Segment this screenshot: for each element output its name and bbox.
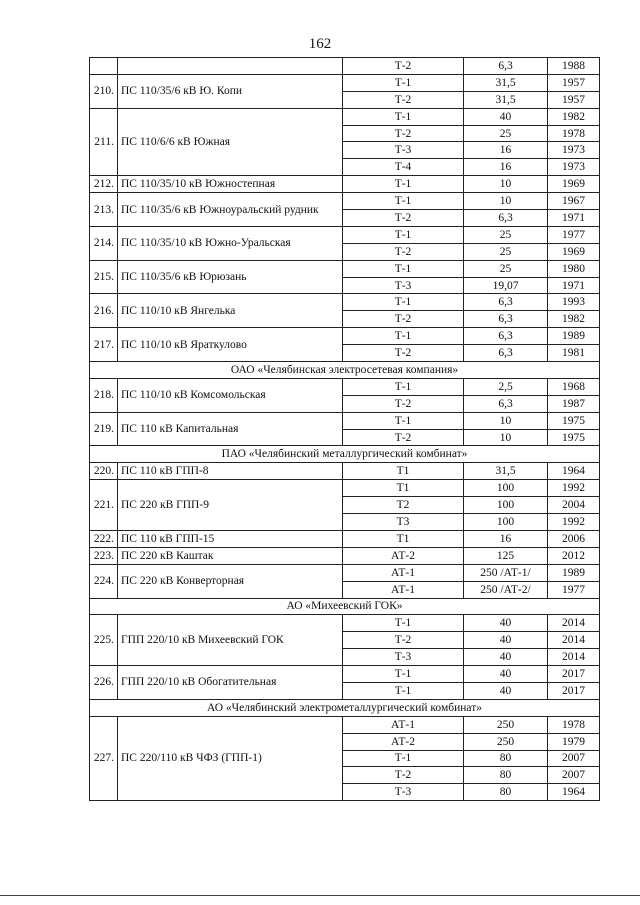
year-cell: 1989: [548, 564, 600, 581]
year-cell: 1969: [548, 176, 600, 193]
transformer-cell: Т-2: [343, 767, 464, 784]
transformer-cell: Т-1: [343, 193, 464, 210]
transformer-cell: Т-1: [343, 260, 464, 277]
year-cell: 1975: [548, 429, 600, 446]
transformer-cell: Т-2: [343, 243, 464, 260]
capacity-cell: 80: [464, 767, 548, 784]
year-cell: 1971: [548, 277, 600, 294]
substation-name: ПС 110/10 кВ Янгелька: [118, 294, 343, 328]
table-row: [90, 716, 600, 733]
year-cell: 2014: [548, 649, 600, 666]
capacity-cell: 2,5: [464, 378, 548, 395]
transformer-cell: Т-1: [343, 412, 464, 429]
transformer-cell: Т-1: [343, 378, 464, 395]
transformer-cell: Т-1: [343, 615, 464, 632]
year-cell: 1989: [548, 328, 600, 345]
transformer-cell: Т1: [343, 480, 464, 497]
year-cell: 2014: [548, 632, 600, 649]
substation-name: ПС 110 кВ ГПП-15: [118, 530, 343, 547]
capacity-cell: 250: [464, 733, 548, 750]
capacity-cell: 40: [464, 108, 548, 125]
table-row: [90, 666, 600, 683]
year-cell: 1982: [548, 108, 600, 125]
substation-name: [118, 58, 343, 75]
transformer-cell: Т-1: [343, 328, 464, 345]
capacity-cell: 6,3: [464, 311, 548, 328]
transformer-cell: Т-2: [343, 395, 464, 412]
row-number: 218.: [90, 378, 118, 412]
transformer-cell: Т3: [343, 514, 464, 531]
row-number: 224.: [90, 564, 118, 598]
table-row: [90, 412, 600, 429]
row-number: 211.: [90, 108, 118, 176]
year-cell: 1993: [548, 294, 600, 311]
transformer-cell: Т-1: [343, 226, 464, 243]
year-cell: 1964: [548, 784, 600, 801]
year-cell: 1978: [548, 716, 600, 733]
row-number: 225.: [90, 615, 118, 666]
year-cell: 1964: [548, 463, 600, 480]
year-cell: 1979: [548, 733, 600, 750]
year-cell: 1971: [548, 210, 600, 227]
capacity-cell: 125: [464, 547, 548, 564]
year-cell: 2007: [548, 750, 600, 767]
capacity-cell: 10: [464, 412, 548, 429]
transformer-cell: АТ-1: [343, 716, 464, 733]
year-cell: 1968: [548, 378, 600, 395]
transformer-cell: Т-3: [343, 277, 464, 294]
transformer-cell: Т-2: [343, 58, 464, 75]
year-cell: 2007: [548, 767, 600, 784]
year-cell: 1975: [548, 412, 600, 429]
year-cell: 1957: [548, 91, 600, 108]
substation-name: ПС 110/35/10 кВ Южно-Уральская: [118, 226, 343, 260]
row-number: 215.: [90, 260, 118, 294]
substation-name: ПС 220 кВ Конверторная: [118, 564, 343, 598]
section-row: [90, 598, 600, 615]
table-row: [90, 615, 600, 632]
transformer-cell: АТ-1: [343, 564, 464, 581]
section-row: [90, 446, 600, 463]
capacity-cell: 31,5: [464, 91, 548, 108]
capacity-cell: 80: [464, 750, 548, 767]
transformer-cell: Т-1: [343, 108, 464, 125]
transformer-cell: Т2: [343, 497, 464, 514]
transformer-cell: Т-2: [343, 210, 464, 227]
transformer-cell: АТ-1: [343, 581, 464, 598]
capacity-cell: 31,5: [464, 74, 548, 91]
substation-name: ПС 110 кВ ГПП-8: [118, 463, 343, 480]
year-cell: 2004: [548, 497, 600, 514]
substation-name: ПС 220/110 кВ ЧФЗ (ГПП-1): [118, 716, 343, 800]
year-cell: 1978: [548, 125, 600, 142]
row-number: 219.: [90, 412, 118, 446]
row-number: 223.: [90, 547, 118, 564]
capacity-cell: 100: [464, 480, 548, 497]
transformer-cell: АТ-2: [343, 547, 464, 564]
substation-name: ПС 220 кВ ГПП-9: [118, 480, 343, 531]
table-row: [90, 564, 600, 581]
capacity-cell: 19,07: [464, 277, 548, 294]
year-cell: 2017: [548, 682, 600, 699]
year-cell: 1992: [548, 480, 600, 497]
table-row: [90, 547, 600, 564]
row-number: 222.: [90, 530, 118, 547]
section-row: [90, 699, 600, 716]
table-row: [90, 328, 600, 345]
transformer-cell: Т-2: [343, 632, 464, 649]
capacity-cell: 40: [464, 632, 548, 649]
capacity-cell: 40: [464, 649, 548, 666]
year-cell: 1980: [548, 260, 600, 277]
transformer-cell: Т-3: [343, 142, 464, 159]
year-cell: 1987: [548, 395, 600, 412]
table-row: [90, 74, 600, 91]
row-number: 226.: [90, 666, 118, 700]
substation-name: ГПП 220/10 кВ Обогатительная: [118, 666, 343, 700]
capacity-cell: 10: [464, 429, 548, 446]
capacity-cell: 40: [464, 666, 548, 683]
capacity-cell: 6,3: [464, 345, 548, 362]
row-number: 221.: [90, 480, 118, 531]
table-row: [90, 260, 600, 277]
transformer-cell: Т1: [343, 530, 464, 547]
row-number: 216.: [90, 294, 118, 328]
table-row: [90, 378, 600, 395]
transformer-cell: Т-1: [343, 74, 464, 91]
transformer-cell: Т-2: [343, 429, 464, 446]
substation-name: ГПП 220/10 кВ Михеевский ГОК: [118, 615, 343, 666]
capacity-cell: 10: [464, 176, 548, 193]
year-cell: 1957: [548, 74, 600, 91]
transformer-cell: Т1: [343, 463, 464, 480]
row-number: 213.: [90, 193, 118, 227]
capacity-cell: 80: [464, 784, 548, 801]
table-row: [90, 530, 600, 547]
table-row: [90, 294, 600, 311]
capacity-cell: 40: [464, 615, 548, 632]
table-row: [90, 108, 600, 125]
year-cell: 1981: [548, 345, 600, 362]
transformer-cell: Т-3: [343, 649, 464, 666]
capacity-cell: 6,3: [464, 395, 548, 412]
section-title: АО «Челябинский электрометаллургический комбинат»: [90, 699, 600, 716]
transformer-cell: Т-1: [343, 682, 464, 699]
section-row: [90, 362, 600, 379]
footer-divider: [0, 895, 640, 896]
capacity-cell: 25: [464, 260, 548, 277]
transformer-cell: Т-2: [343, 91, 464, 108]
year-cell: 2012: [548, 547, 600, 564]
capacity-cell: 16: [464, 530, 548, 547]
capacity-cell: 6,3: [464, 210, 548, 227]
table-row: [90, 58, 600, 75]
transformer-cell: АТ-2: [343, 733, 464, 750]
substation-name: ПС 110/35/10 кВ Южностепная: [118, 176, 343, 193]
capacity-cell: 100: [464, 514, 548, 531]
capacity-cell: 16: [464, 159, 548, 176]
section-title: АО «Михеевский ГОК»: [90, 598, 600, 615]
capacity-cell: 6,3: [464, 294, 548, 311]
year-cell: 1973: [548, 159, 600, 176]
capacity-cell: 250: [464, 716, 548, 733]
row-number: 214.: [90, 226, 118, 260]
table-row: [90, 193, 600, 210]
transformer-cell: Т-1: [343, 176, 464, 193]
year-cell: 2006: [548, 530, 600, 547]
substation-name: ПС 220 кВ Каштак: [118, 547, 343, 564]
row-number: 210.: [90, 74, 118, 108]
capacity-cell: 31,5: [464, 463, 548, 480]
capacity-cell: 16: [464, 142, 548, 159]
capacity-cell: 25: [464, 226, 548, 243]
transformer-cell: Т-2: [343, 125, 464, 142]
capacity-cell: 25: [464, 125, 548, 142]
table-row: [90, 176, 600, 193]
capacity-cell: 250 /АТ-1/: [464, 564, 548, 581]
transformer-cell: Т-1: [343, 750, 464, 767]
year-cell: 1992: [548, 514, 600, 531]
year-cell: 1969: [548, 243, 600, 260]
capacity-cell: 100: [464, 497, 548, 514]
table-row: [90, 480, 600, 497]
capacity-cell: 6,3: [464, 58, 548, 75]
transformer-cell: Т-1: [343, 294, 464, 311]
table-row: [90, 463, 600, 480]
row-number: 220.: [90, 463, 118, 480]
substation-table: [89, 57, 600, 801]
row-number: 227.: [90, 716, 118, 800]
transformer-cell: Т-1: [343, 666, 464, 683]
year-cell: 1967: [548, 193, 600, 210]
year-cell: 2014: [548, 615, 600, 632]
transformer-cell: Т-4: [343, 159, 464, 176]
year-cell: 1988: [548, 58, 600, 75]
year-cell: 1982: [548, 311, 600, 328]
year-cell: 1977: [548, 226, 600, 243]
substation-name: ПС 110/6/6 кВ Южная: [118, 108, 343, 176]
transformer-cell: Т-2: [343, 345, 464, 362]
transformer-cell: Т-2: [343, 311, 464, 328]
row-number: [90, 58, 118, 75]
substation-name: ПС 110/35/6 кВ Ю. Копи: [118, 74, 343, 108]
row-number: 212.: [90, 176, 118, 193]
capacity-cell: 6,3: [464, 328, 548, 345]
row-number: 217.: [90, 328, 118, 362]
section-title: ПАО «Челябинский металлургический комбинат»: [90, 446, 600, 463]
page-number: 162: [308, 36, 332, 52]
table-row: [90, 226, 600, 243]
year-cell: 1973: [548, 142, 600, 159]
capacity-cell: 250 /АТ-2/: [464, 581, 548, 598]
capacity-cell: 10: [464, 193, 548, 210]
substation-table-body: [90, 58, 600, 801]
capacity-cell: 25: [464, 243, 548, 260]
substation-name: ПС 110/10 кВ Комсомольская: [118, 378, 343, 412]
substation-name: ПС 110/10 кВ Яраткулово: [118, 328, 343, 362]
substation-name: ПС 110 кВ Капитальная: [118, 412, 343, 446]
substation-name: ПС 110/35/6 кВ Юрюзань: [118, 260, 343, 294]
capacity-cell: 40: [464, 682, 548, 699]
transformer-cell: Т-3: [343, 784, 464, 801]
section-title: ОАО «Челябинская электросетевая компания»: [90, 362, 600, 379]
substation-name: ПС 110/35/6 кВ Южноуральский рудник: [118, 193, 343, 227]
year-cell: 2017: [548, 666, 600, 683]
year-cell: 1977: [548, 581, 600, 598]
